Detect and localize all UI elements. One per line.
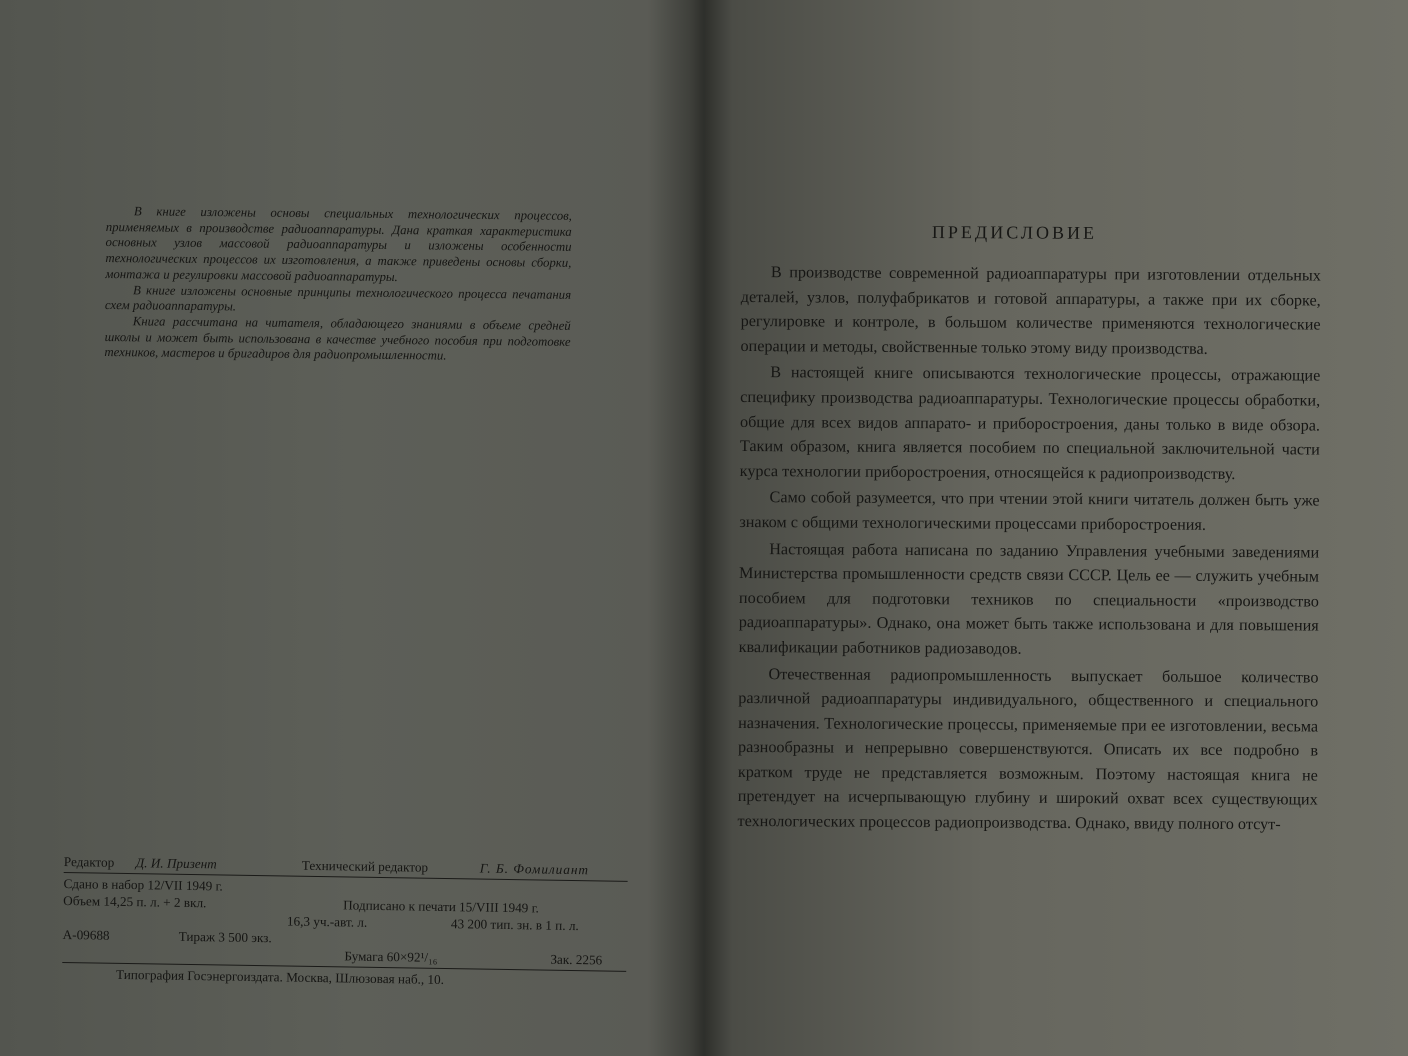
preface-paragraph: Настоящая работа написана по заданию Управления учебными заведениями Министерства промышленности средств связи СССР. Цель ее — служить учебным пособием для подготовки техников по специальности «производство радиоаппаратуры». Однако, она может быть также использована и для повышения квалификации работников радиозаводов. [738,539,1320,658]
chars-per-sheet: 43 200 тип. зн. в 1 п. л. [450,916,579,934]
signed-for-print: Подписано к печати 15/VIII 1949 г. [343,897,539,916]
preface-paragraph: Отечественная радиопромышленность выпускает большое количество различной радиоаппаратуры индивидуального, общественного и специального назначения. Технологические процессы, применяемые при ее изготовлении, весьма разнообразны и непрерывно совершенствуются. Описать их все подробно в кратком труде не представляется возможным. Поэтому настоящая книга не претендует на исчерпывающую глубину и широкий охват всех существующих технологических процессов радиопроизводства. Однако, ввиду полного отсут- [737,664,1319,834]
tech-editor-name: Г. Б. Фомилиант [479,860,590,878]
author-sheets: 16,3 уч.-авт. л. [286,913,368,930]
preface-body [737,260,1321,839]
annotation-paragraph: В книге изложены основные принципы технологического процесса печатания схем радиоаппаратуры. [104,282,572,314]
preface-title: ПРЕДИСЛОВИЕ [931,222,1098,243]
preface-paragraph: В настоящей книге описываются технологические процессы, отражающие специфику производства радиоаппаратуры. Технологические процессы обработки, общие для всех видов аппарато- и приборостроения, даны только в виде обзора. Таким образом, книга является пособием по специальной заключительной части курса технологии приборостроения, относящейся к радиопроизводству. [739,363,1321,483]
book-annotation [104,204,572,366]
preface-paragraph: В производстве современной радиоаппаратуры при изготовлении отдельных деталей, узлов, полуфабрикатов и готовой аппаратуры, а также при их сборке, регулировке и контроле, в большом количестве применяются технологические операции и методы, свойственные только этому виду производства. [740,263,1321,358]
left-page [0,0,690,1056]
tech-editor-label: Технический редактор [301,857,429,875]
editor-name: Д. И. Призент [135,855,217,872]
annotation-paragraph: Книга рассчитана на читателя, обладающего знаниями в объеме средней школы и может быть использована в качестве учебного пособия при подготовке техников, мастеров и бригадиров для радиопромышленности. [104,314,571,363]
publication-code: А-09688 [62,926,110,943]
volume: Объем 14,25 п. л. + 2 вкл. [63,892,207,911]
printer-line: Типография Госэнергоиздата. Москва, Шлюзовая наб., 10. [115,966,445,987]
imprint-editors-row [64,853,628,879]
print-run: Тираж 3 500 экз. [178,928,272,946]
annotation-paragraph: В книге изложены основы специальных технологических процессов, применяемых в производстве радиоаппаратуры. Дана краткая характеристика основных узлов массовой радиоаппаратуры и изложены особенности технологических процессов их изготовления, а также приведены основы сборки, монтажа и регулировки массовой радиоаппаратуры. [105,204,572,284]
right-page [700,0,1408,1056]
preface-paragraph: Само собой разумеется, что при чтении этой книги читатель должен быть уже знаком с общими технологическими процессами приборостроения. [739,488,1320,534]
imprint-block [62,853,628,991]
order-number: Зак. 2256 [550,951,603,968]
paper-format: Бумага 60×92¹/₁₆ [344,948,438,965]
editor-label: Редактор [63,853,115,870]
sent-to-set: Сдано в набор 12/VII 1949 г. [63,875,223,894]
